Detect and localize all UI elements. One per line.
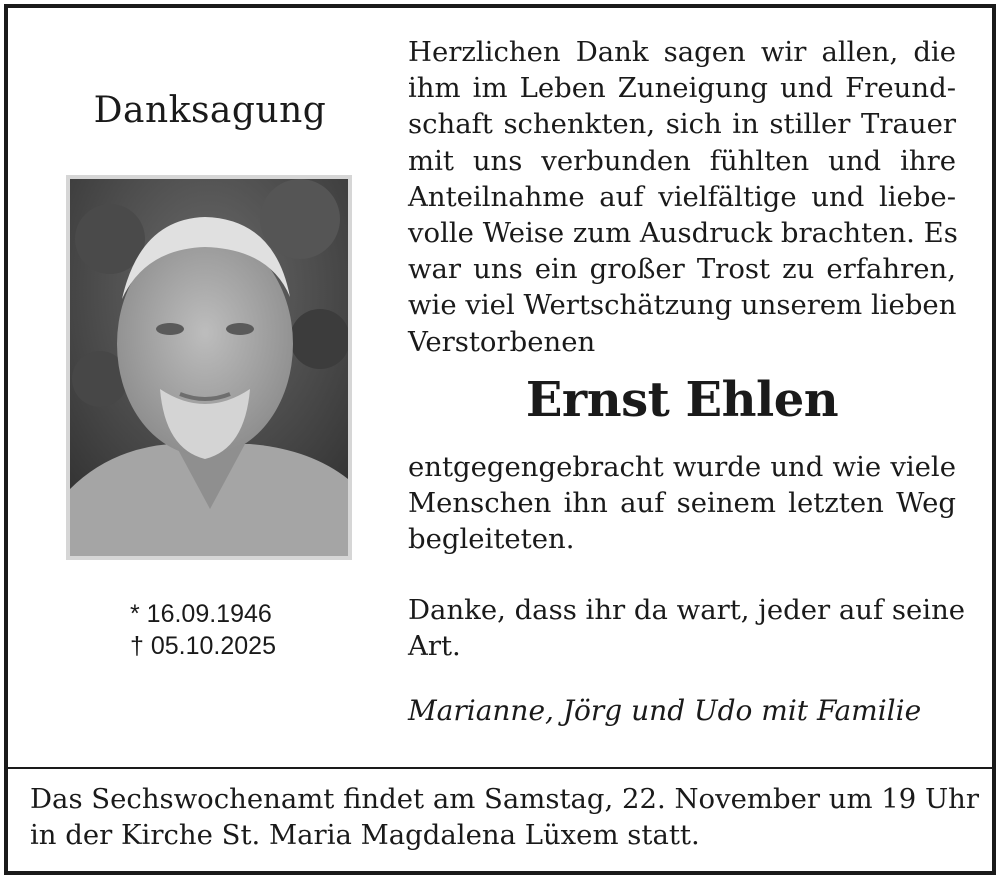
intro-line: Verstorbenen — [408, 325, 596, 358]
deceased-name: Ernst Ehlen — [525, 372, 839, 428]
divider — [8, 767, 992, 769]
intro-line: mit uns verbunden fühlten und ihre — [408, 144, 956, 177]
intro-line: schaft schenkten, sich in stiller Trauer — [408, 108, 956, 141]
intro-line: Anteilnahme auf vielfältige und liebe- — [408, 180, 956, 213]
thanks-line: Art. — [408, 630, 461, 663]
intro-line: ihm im Leben Zuneigung und Freund- — [408, 72, 956, 105]
after-line: begleiteten. — [408, 523, 575, 556]
after-line: Menschen ihn auf seinem letzten Weg — [408, 487, 956, 520]
thanks-paragraph — [408, 592, 966, 664]
service-line: Das Sechswochenamt findet am Samstag, 22. November um 19 Uhr — [30, 783, 980, 815]
birth-date: * 16.09.1946 — [130, 600, 272, 628]
death-date: † 05.10.2025 — [130, 632, 276, 660]
portrait-image — [70, 179, 348, 556]
thanks-line: Danke, dass ihr da wart, jeder auf seine — [408, 594, 966, 626]
family-signature: Marianne, Jörg und Udo mit Familie — [408, 694, 922, 727]
portrait-photo — [66, 175, 352, 560]
intro-line: war uns ein großer Trost zu erfahren, — [408, 253, 956, 286]
notice-heading: Danksagung — [93, 90, 327, 131]
intro-line: wie viel Wertschätzung unserem lieben — [408, 289, 957, 322]
after-line: entgegengebracht wurde und wie viele — [408, 451, 956, 483]
service-notice — [30, 781, 980, 853]
life-dates — [130, 598, 276, 662]
service-line: in der Kirche St. Maria Magdalena Lüxem statt. — [30, 819, 700, 851]
intro-line: Herzlichen Dank sagen wir allen, die — [408, 36, 956, 68]
after-paragraph — [408, 449, 956, 558]
intro-paragraph — [408, 34, 956, 360]
intro-line: volle Weise zum Ausdruck brachten. Es — [408, 217, 958, 250]
